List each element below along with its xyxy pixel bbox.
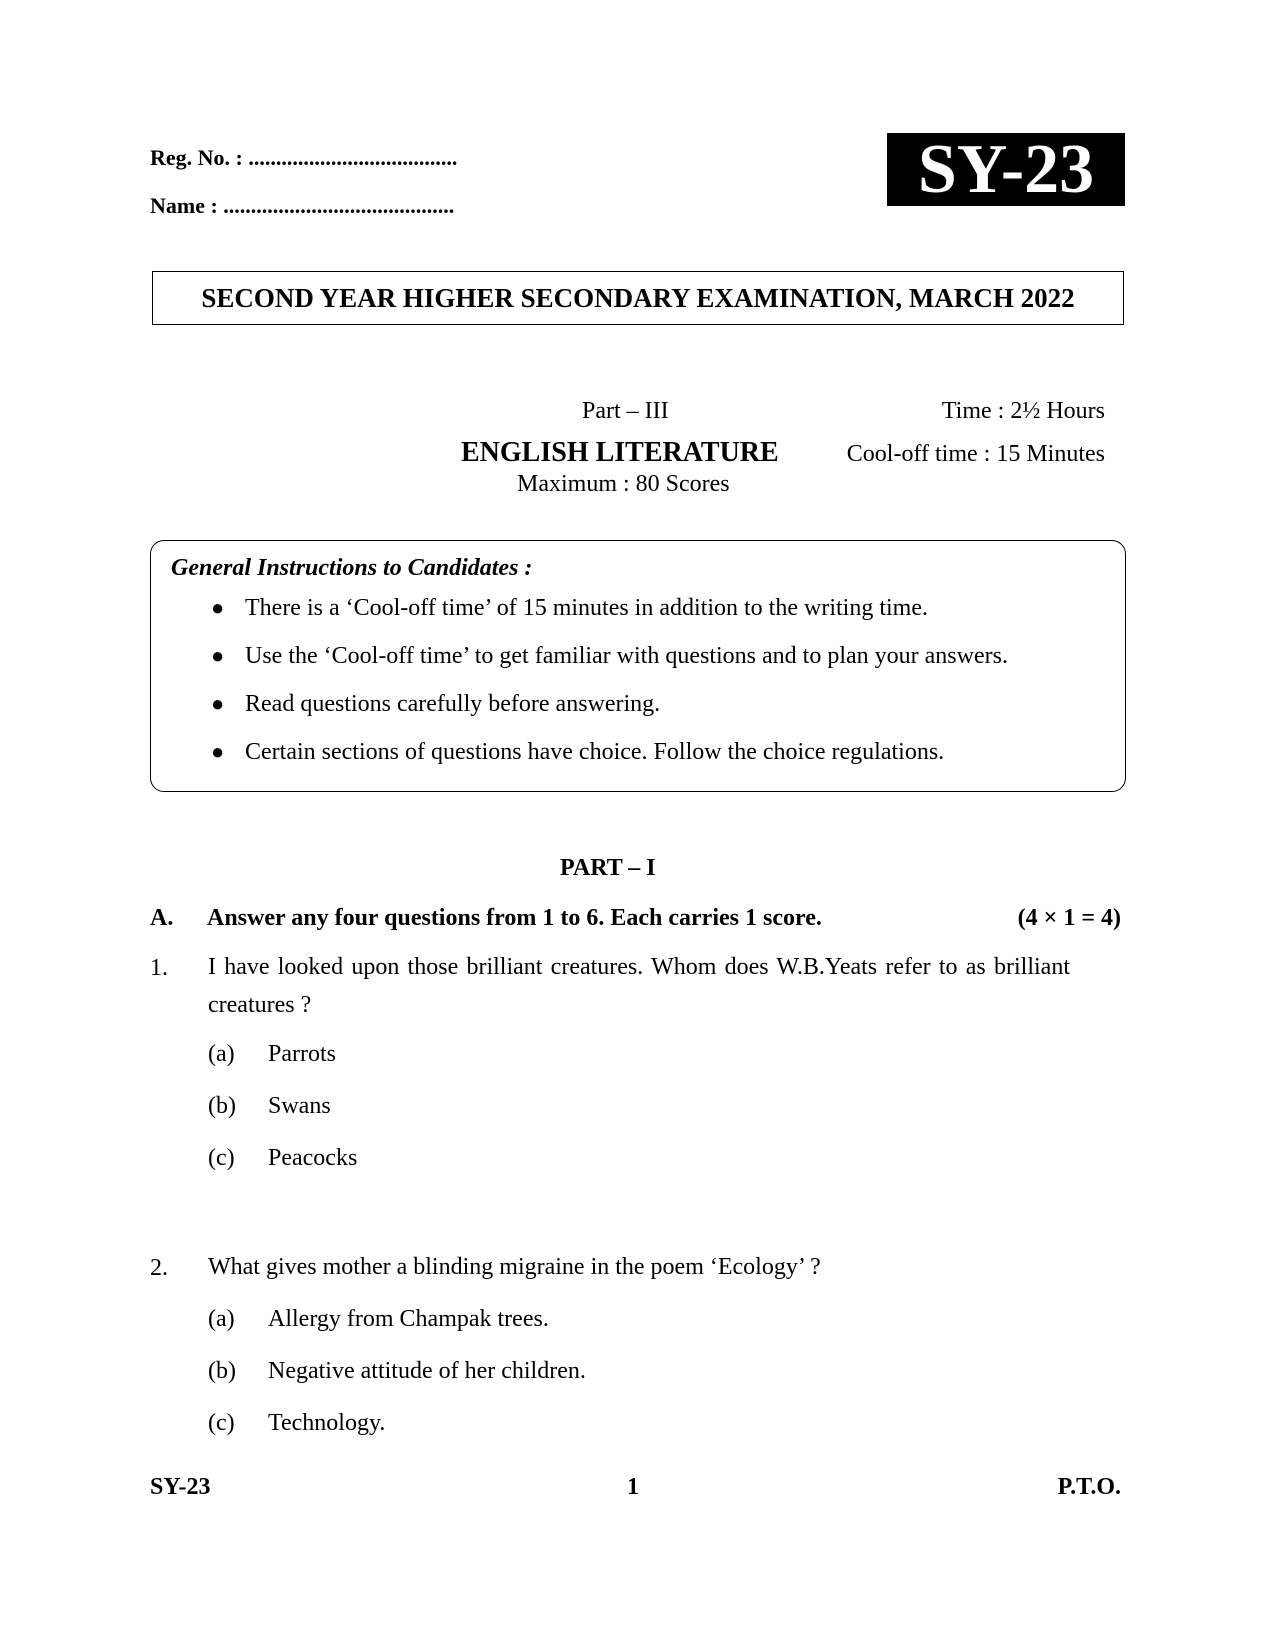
- instruction-item: ● Read questions carefully before answering.: [211, 691, 661, 717]
- exam-title: SECOND YEAR HIGHER SECONDARY EXAMINATION, MARCH 2022: [152, 271, 1124, 325]
- reg-no-field: Reg. No. : ......................................: [150, 145, 458, 170]
- name-field: Name : ..........................................: [150, 193, 455, 218]
- cool-off-label: Cool-off time : 15 Minutes: [846, 441, 1105, 467]
- instructions-title: General Instructions to Candidates :: [171, 555, 533, 581]
- pto-label: P.T.O.: [1057, 1474, 1121, 1500]
- option-text: Swans: [268, 1093, 331, 1119]
- question-text: What gives mother a blinding migraine in the poem ‘Ecology’ ?: [208, 1254, 821, 1280]
- question-number: 2.: [150, 1255, 168, 1281]
- instructions-box: [150, 540, 1126, 792]
- option-text: Negative attitude of her children.: [268, 1358, 586, 1384]
- option-text: Peacocks: [268, 1145, 358, 1171]
- section-score: (4 × 1 = 4): [1017, 905, 1121, 931]
- section-letter: A.: [150, 905, 174, 931]
- option-label: (a): [208, 1306, 235, 1332]
- option-label: (a): [208, 1041, 235, 1067]
- instruction-item: ● Certain sections of questions have choice. Follow the choice regulations.: [211, 739, 945, 765]
- paper-code-badge: SY-23: [887, 133, 1125, 206]
- time-label: Time : 2½ Hours: [941, 398, 1105, 424]
- question-number: 1.: [150, 955, 168, 981]
- option-label: (b): [208, 1358, 236, 1384]
- section-instruction: Answer any four questions from 1 to 6. Each carries 1 score.: [207, 905, 822, 931]
- bullet-icon: ●: [211, 739, 225, 764]
- option-label: (c): [208, 1410, 235, 1436]
- bullet-icon: ●: [211, 595, 225, 620]
- bullet-icon: ●: [211, 643, 225, 668]
- option-label: (b): [208, 1093, 236, 1119]
- footer-paper-code: SY-23: [150, 1474, 211, 1500]
- question-text: I have looked upon those brilliant creatures. Whom does W.B.Yeats refer to as brilliant creatures ?: [208, 954, 1070, 1018]
- page-number: 1: [627, 1474, 639, 1500]
- bullet-icon: ●: [211, 691, 225, 716]
- option-label: (c): [208, 1145, 235, 1171]
- option-text: Allergy from Champak trees.: [268, 1306, 549, 1332]
- instruction-item: ● Use the ‘Cool-off time’ to get familiar with questions and to plan your answers.: [211, 643, 1008, 669]
- instruction-item: ● There is a ‘Cool-off time’ of 15 minutes in addition to the writing time.: [211, 595, 928, 621]
- option-text: Parrots: [268, 1041, 336, 1067]
- part-heading: PART – I: [560, 855, 656, 881]
- option-text: Technology.: [268, 1410, 386, 1436]
- subject-title: ENGLISH LITERATURE: [461, 437, 779, 468]
- part-label: Part – III: [582, 398, 669, 424]
- maximum-score: Maximum : 80 Scores: [517, 471, 730, 497]
